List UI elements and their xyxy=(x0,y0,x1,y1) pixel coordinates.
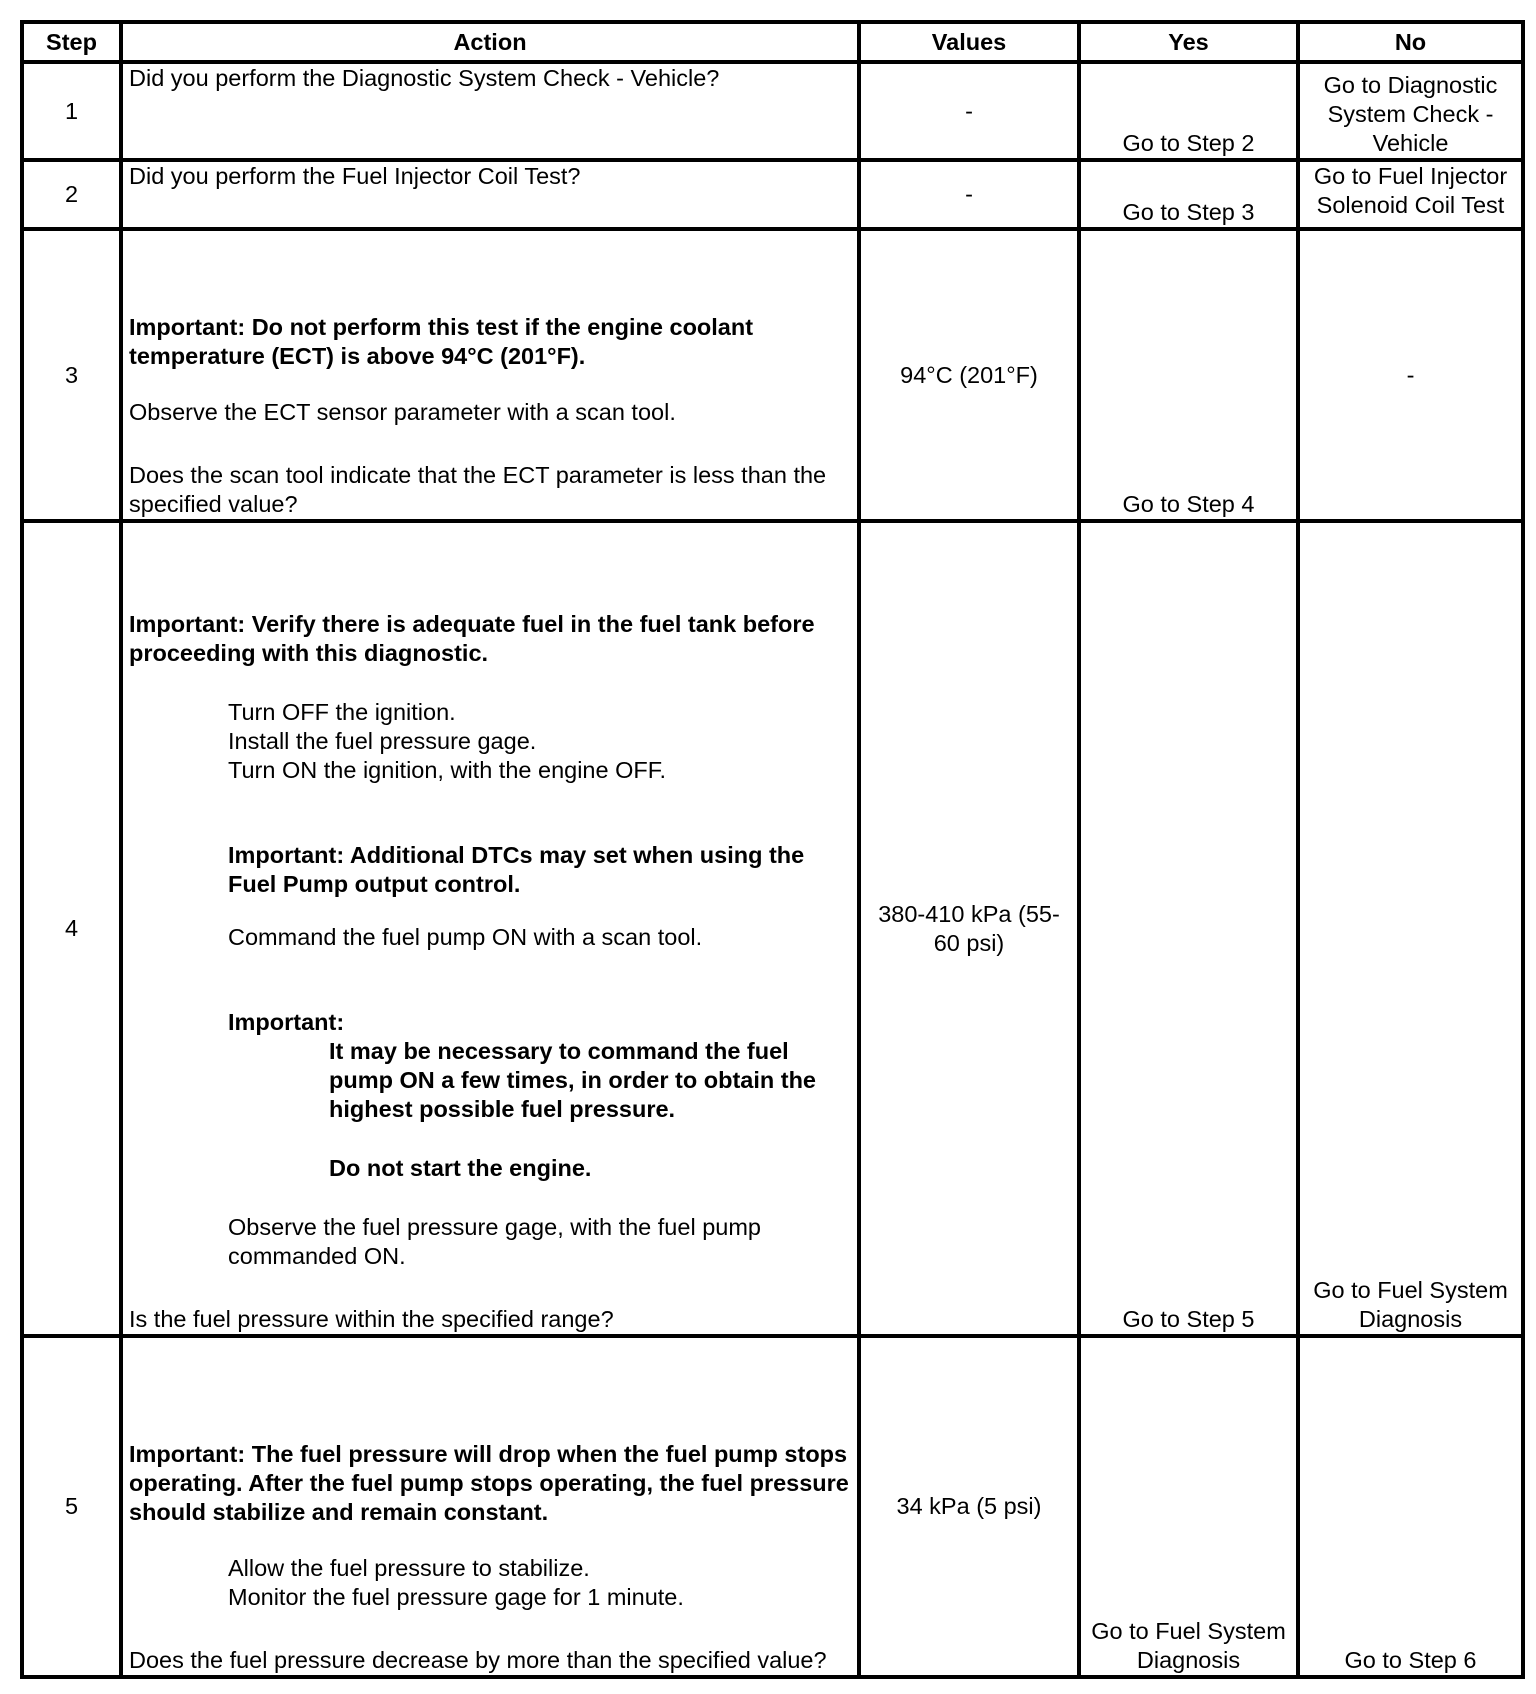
action-instruction: Observe the ECT sensor parameter with a scan tool. xyxy=(129,399,676,425)
action-question: Does the scan tool indicate that the ECT parameter is less than the specified value? xyxy=(129,462,827,517)
procedure-step: Monitor the fuel pressure gage for 1 minute. xyxy=(228,1584,684,1610)
header-action: Action xyxy=(121,22,859,62)
procedure-step: Allow the fuel pressure to stabilize. xyxy=(228,1555,590,1581)
step-number: 4 xyxy=(22,521,121,1336)
header-yes: Yes xyxy=(1079,22,1298,62)
table-row xyxy=(22,62,1523,160)
important-note: Important: Do not perform this test if the engine coolant temperature (ECT) is above 94°C (201°F). xyxy=(129,314,754,369)
action-question: Did you perform the Fuel Injector Coil Test? xyxy=(129,163,581,189)
values-cell: 380-410 kPa (55-60 psi) xyxy=(859,521,1079,1336)
procedure-step: Install the fuel pressure gage. xyxy=(228,728,537,754)
values-cell: 94°C (201°F) xyxy=(859,229,1079,521)
no-cell: Go to Step 6 xyxy=(1298,1336,1523,1677)
action-question: Did you perform the Diagnostic System Check - Vehicle? xyxy=(129,65,720,91)
table-row xyxy=(22,1336,1523,1677)
no-cell: Go to Diagnostic System Check - Vehicle xyxy=(1298,62,1523,160)
yes-cell: Go to Step 5 xyxy=(1079,521,1298,1336)
table-row xyxy=(22,160,1523,229)
important-label: Important: xyxy=(228,1009,345,1035)
important-note: Important: Verify there is adequate fuel in the fuel tank before proceeding with this diagnostic. xyxy=(129,611,815,666)
header-values: Values xyxy=(859,22,1079,62)
important-note: It may be necessary to command the fuel pump ON a few times, in order to obtain the highest possible fuel pressure. xyxy=(329,1038,817,1122)
values-cell: - xyxy=(859,62,1079,160)
procedure-step: Turn ON the ignition, with the engine OFF. xyxy=(228,757,667,783)
procedure-step: Turn OFF the ignition. xyxy=(228,699,456,725)
table-row xyxy=(22,521,1523,1336)
procedure-step: Command the fuel pump ON with a scan tool. xyxy=(228,924,703,950)
procedure-step: Observe the fuel pressure gage, with the fuel pump commanded ON. xyxy=(228,1214,761,1269)
yes-cell: Go to Step 2 xyxy=(1079,62,1298,160)
header-step: Step xyxy=(22,22,121,62)
action-question: Does the fuel pressure decrease by more than the specified value? xyxy=(129,1647,827,1673)
yes-cell: Go to Fuel System Diagnosis xyxy=(1079,1336,1298,1677)
yes-cell: Go to Step 4 xyxy=(1079,229,1298,521)
values-cell: - xyxy=(859,160,1079,229)
values-cell: 34 kPa (5 psi) xyxy=(859,1336,1079,1677)
step-number: 3 xyxy=(22,229,121,521)
step-number: 2 xyxy=(22,160,121,229)
action-cell xyxy=(121,1336,859,1677)
important-note: Important: Additional DTCs may set when using the Fuel Pump output control. xyxy=(228,842,805,897)
yes-cell: Go to Step 3 xyxy=(1079,160,1298,229)
no-cell: - xyxy=(1298,229,1523,521)
header-no: No xyxy=(1298,22,1523,62)
step-number: 1 xyxy=(22,62,121,160)
action-cell xyxy=(121,521,859,1336)
important-note: Do not start the engine. xyxy=(329,1155,592,1181)
no-cell: Go to Fuel System Diagnosis xyxy=(1298,521,1523,1336)
step-number: 5 xyxy=(22,1336,121,1677)
diagnostic-table xyxy=(20,20,1525,1679)
action-cell xyxy=(121,62,859,160)
no-cell: Go to Fuel Injector Solenoid Coil Test xyxy=(1298,160,1523,229)
table-row xyxy=(22,229,1523,521)
header-row xyxy=(22,22,1523,62)
action-question: Is the fuel pressure within the specified range? xyxy=(129,1306,614,1332)
action-cell xyxy=(121,160,859,229)
important-note: Important: The fuel pressure will drop when the fuel pump stops operating. After the fuel pump stops operating, the fuel pressure should stabilize and remain constant. xyxy=(129,1441,849,1525)
action-cell xyxy=(121,229,859,521)
